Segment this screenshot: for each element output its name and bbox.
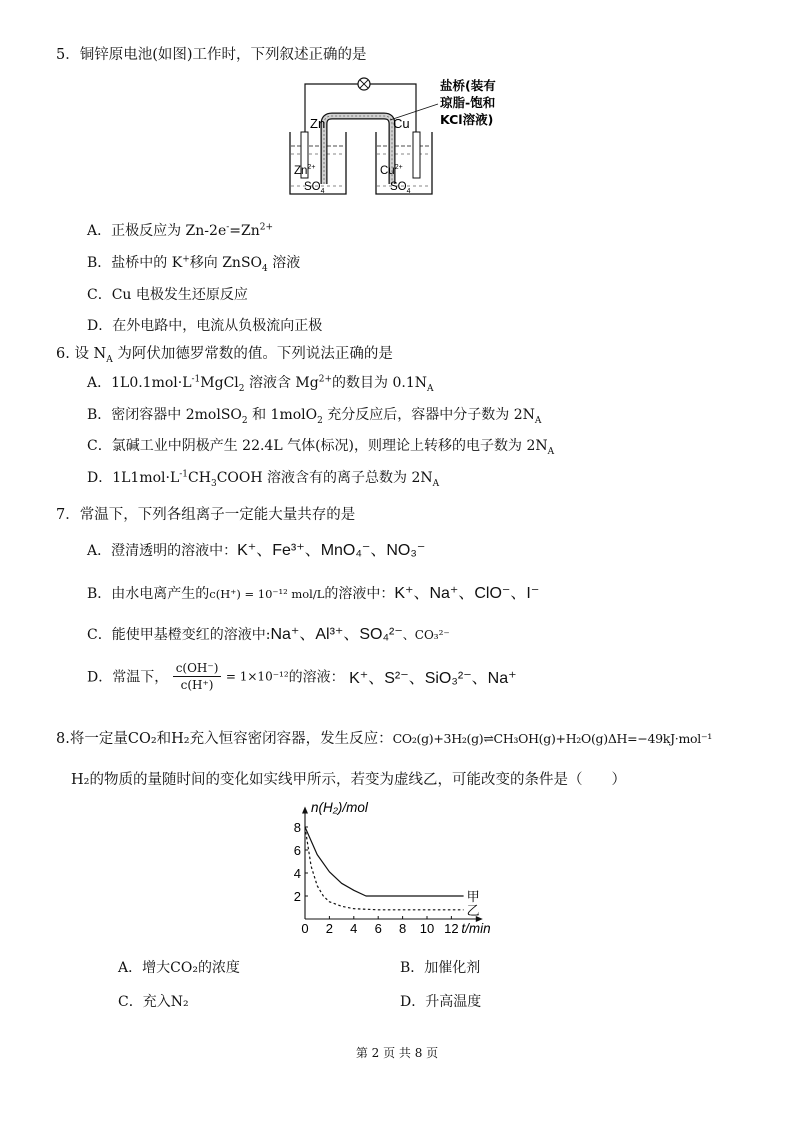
cu-ion-label: Cu: [380, 165, 395, 177]
q5-option-d: D．在外电路中，电流从负极流向正极: [87, 318, 323, 334]
q8-option-c: C．充入N₂: [118, 994, 189, 1010]
reaction-equation: CO₂(g)+3H₂(g)⇌CH₃OH(g)+H₂O(g)ΔH=−49kJ·mol⁻¹: [392, 731, 712, 746]
q6-option-c: C．氯碱工业中阴极产生 22.4L 气体(标况)，则理论上转移的电子数为 $2N_A$: [87, 438, 555, 457]
y-axis-label: n(H₂)/mol: [311, 800, 368, 815]
q6-option-b: B．密闭容器中 2molSO$_2$ 和 1molO$_2$ 充分反应后，容器中分子数为 $2N_A$: [87, 407, 542, 426]
q5-option-a: A．正极反应为 $Zn-2e^-=Zn^{2+}$: [87, 222, 274, 239]
svg-text:SO4: $SO_4$: [390, 181, 411, 195]
q8-option-d: D．升高温度: [400, 994, 482, 1010]
salt-bridge-label-1: 盐桥(装有: [440, 78, 496, 93]
q5-option-c: C．Cu 电极发生还原反应: [87, 287, 248, 303]
salt-bridge-label-2: 琼脂-饱和: [440, 95, 496, 110]
series-line-2: [305, 827, 464, 910]
so4-left-label: SO: [304, 181, 321, 193]
x-tick-label: 2: [325, 921, 334, 936]
x-tick-label: 6: [374, 921, 382, 936]
y-axis-arrow: [302, 807, 308, 814]
q7-option-d: D．常温下， $\frac{c(OH^-)}{c(H^+)}$ = 1×10⁻¹²的溶液： K⁺、S²⁻、SiO₃²⁻、Na⁺: [87, 661, 517, 692]
y-tick-label: 8: [293, 820, 301, 835]
q7-option-b: B．由水电离产生的c(H⁺) = 10⁻¹² mol/L的溶液中：K⁺、Na⁺、ClO⁻、I⁻: [87, 585, 540, 602]
q6-option-d: D．$1L1mol\cdot L^{-1}CH_3COOH$ 溶液含有的离子总数为 $2N_A$: [87, 469, 440, 489]
cu-label: Cu: [393, 116, 410, 131]
q5-stem: 5．铜锌原电池(如图)工作时，下列叙述正确的是: [56, 47, 367, 63]
series-line-1: [305, 827, 464, 896]
x-axis-label: t/min: [461, 921, 491, 936]
x-tick-label: 0: [301, 921, 309, 936]
q6-stem: 6. 设 $N_A$ 为阿伏加德罗常数的值。下列说法正确的是: [56, 346, 393, 365]
q7-stem: 7．常温下，下列各组离子一定能大量共存的是: [56, 507, 356, 523]
h2-amount-chart: [284, 798, 534, 948]
svg-text:Zn2+: $Zn^{2+}$: [294, 164, 316, 177]
q6-option-a: A．$1L0.1mol\cdot L^{-1}MgCl_2$ 溶液含 $Mg^{2+}$的数目为 $0.1N_A$: [87, 374, 434, 394]
page-footer: 第 2 页 共 8 页: [355, 1046, 439, 1060]
y-tick-label: 6: [293, 843, 301, 858]
y-tick-label: 2: [293, 889, 301, 904]
x-tick-label: 8: [398, 921, 407, 936]
q8-option-b: B．加催化剂: [400, 960, 481, 976]
fraction-denominator: c(H⁺): [180, 678, 214, 692]
x-tick-label: 12: [444, 921, 459, 936]
q7-option-c: C．能使甲基橙变红的溶液中:Na⁺、Al³⁺、SO₄²⁻、CO₃²⁻: [87, 626, 450, 643]
y-tick-label: 4: [293, 866, 301, 881]
zn-ion-label: Zn: [294, 165, 308, 177]
q8-stem-line2: H₂的物质的量随时间的变化如实线甲所示，若变为虚线乙，可能改变的条件是（ ）: [71, 772, 626, 788]
q8-stem: 8.将一定量CO₂和H₂充入恒容密闭容器，发生反应：CO₂(g)+3H₂(g)⇌CH₃OH(g)+H₂O(g)ΔH=−49kJ·mol⁻¹: [56, 731, 712, 747]
x-tick-label: 4: [350, 921, 358, 936]
q8-option-a: A．增大CO₂的浓度: [118, 960, 240, 976]
zn-label: Zn: [310, 116, 326, 131]
so4-right-label: SO: [390, 181, 407, 193]
q5-option-b: B．盐桥中的 K+移向 ZnSO$_4$ 溶液: [87, 254, 301, 274]
galvanic-cell-figure: [280, 74, 530, 199]
x-tick-label: 10: [419, 921, 435, 936]
svg-text:SO4: $SO_4$: [304, 181, 325, 195]
svg-text:Cu2+: $Cu^{2+}$: [380, 164, 403, 177]
fraction-numerator: c(OH⁻): [173, 660, 222, 677]
series-label-1: 甲: [466, 890, 480, 905]
q7-option-a: A．澄清透明的溶液中：K⁺、Fe³⁺、MnO₄⁻、NO₃⁻: [87, 542, 426, 559]
salt-bridge-label-3: KCl溶液): [440, 112, 494, 127]
series-label-2: 乙: [466, 903, 480, 919]
